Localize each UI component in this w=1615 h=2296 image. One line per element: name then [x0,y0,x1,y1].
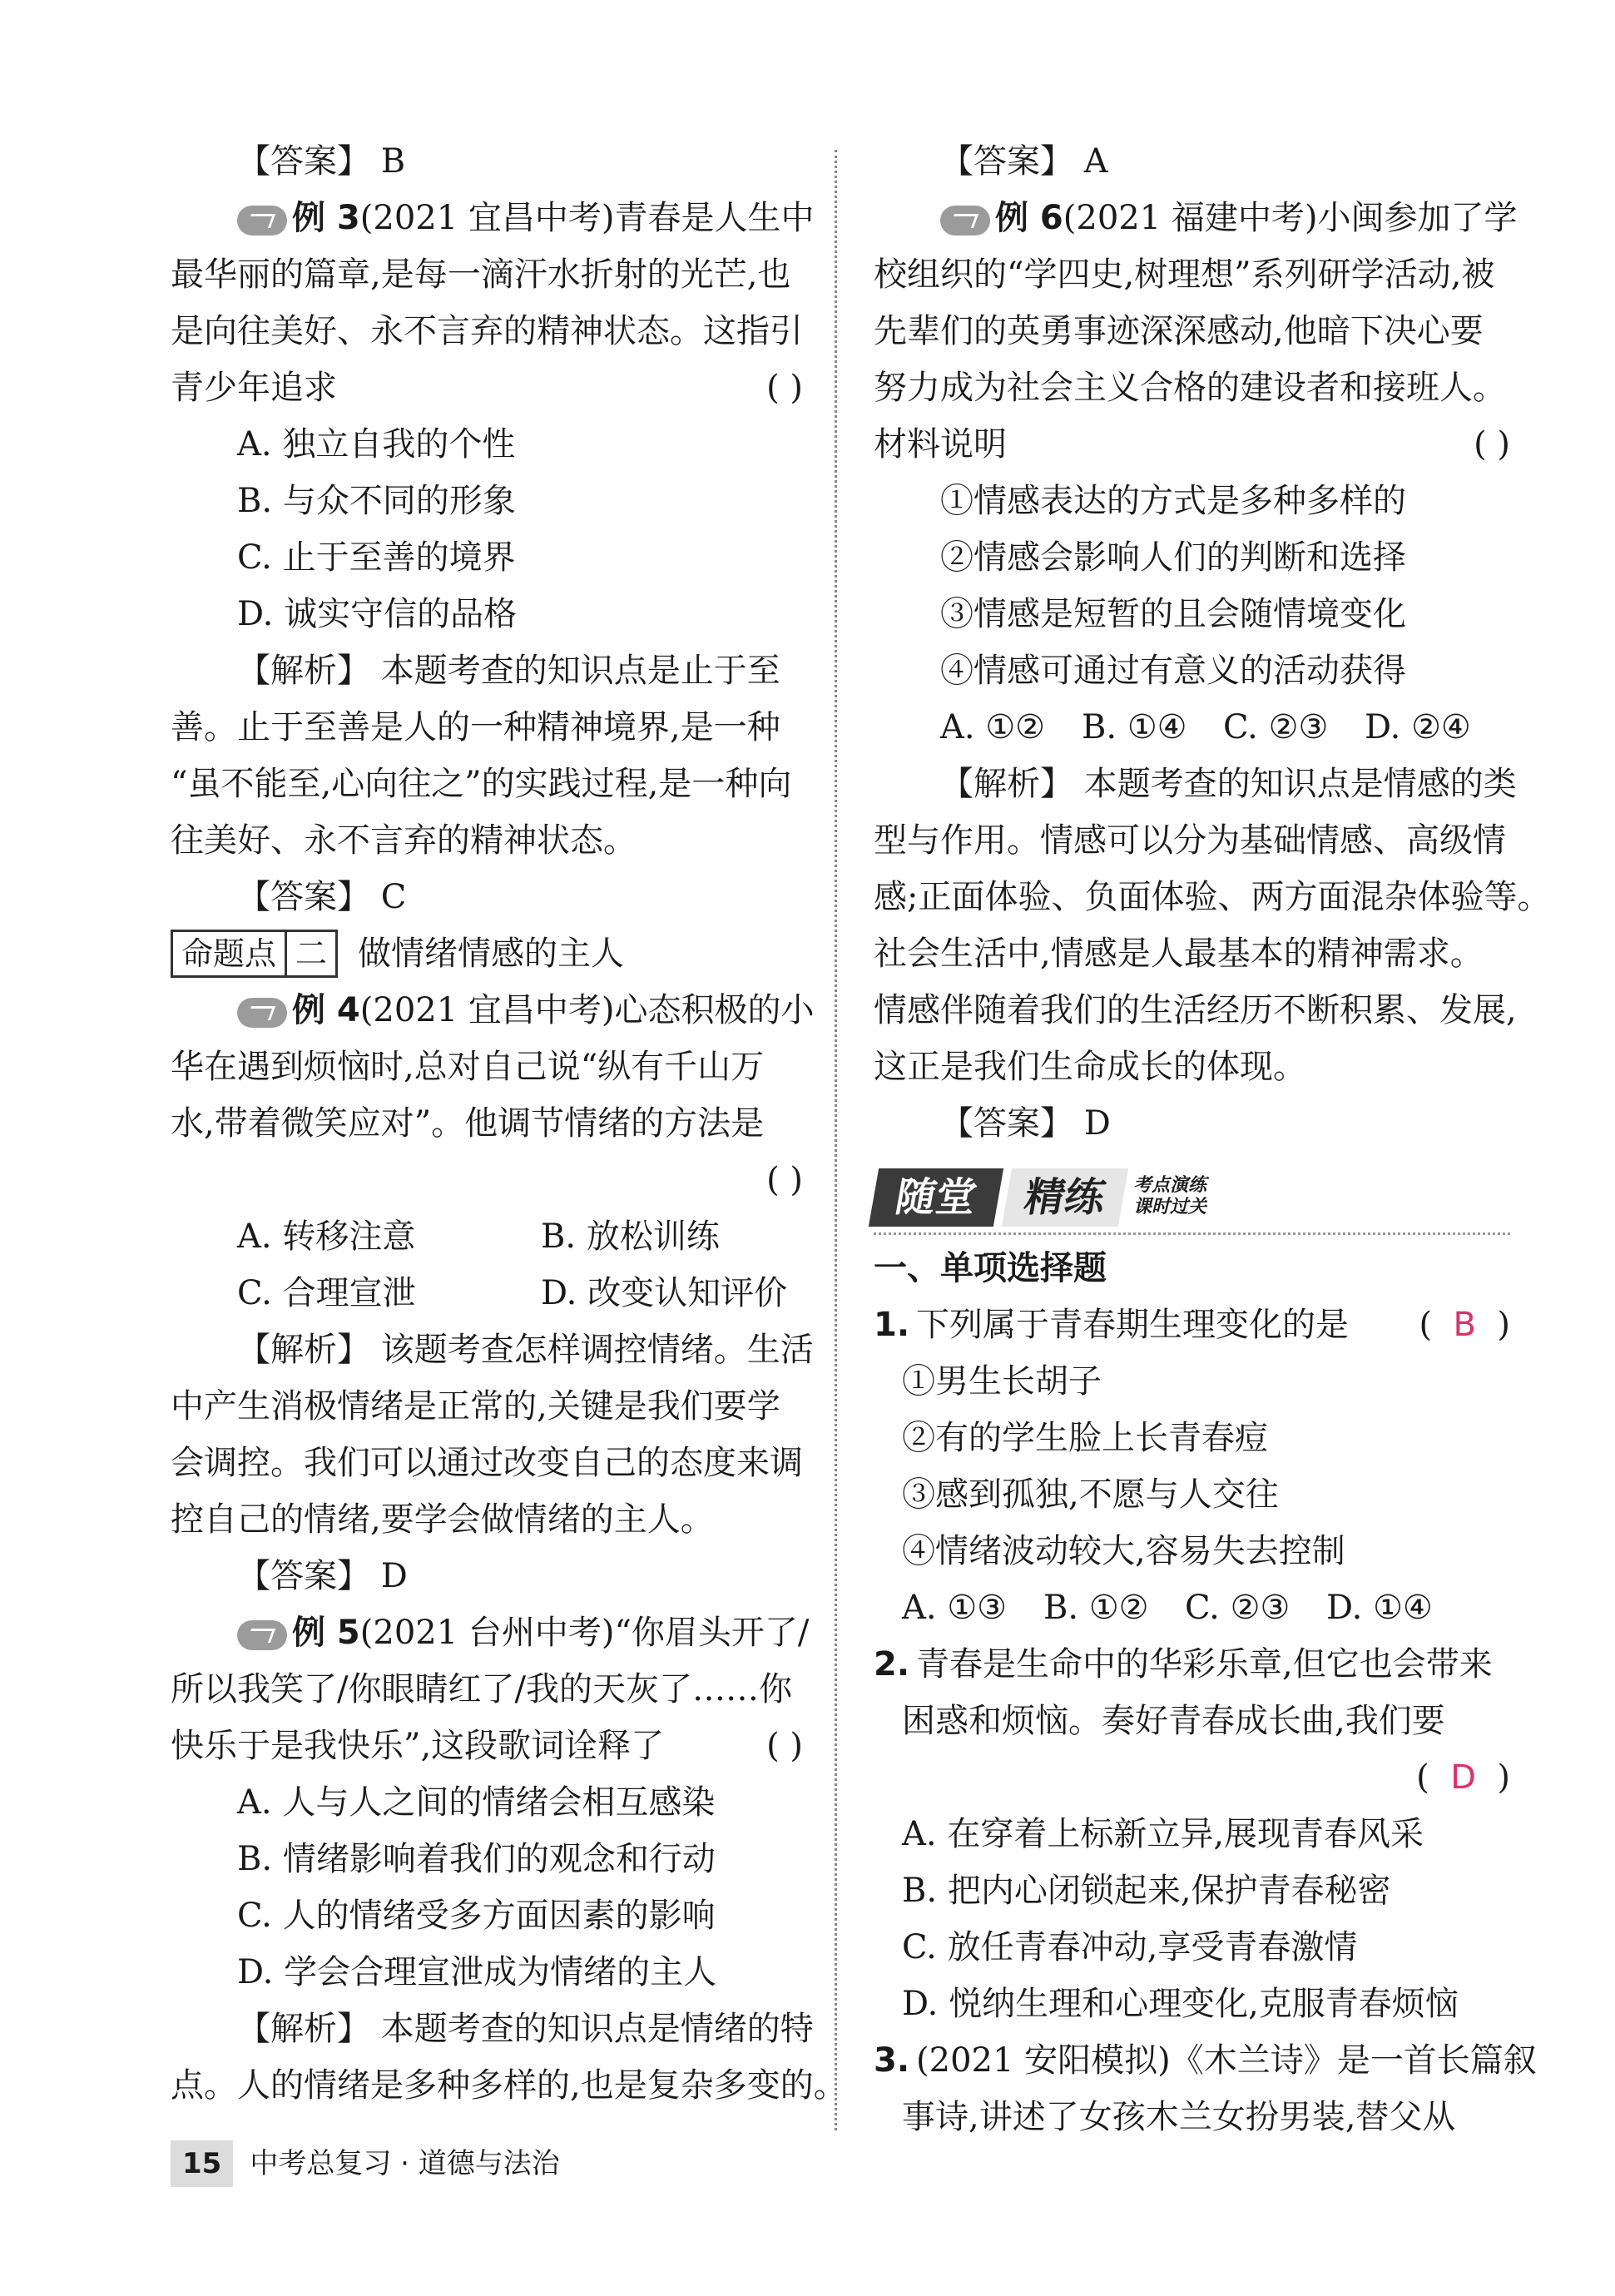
statement: ②有的学生脸上长青春痘 [902,1419,1268,1457]
question-text: 事诗,讲述了女孩木兰女扮男装,替父从 [902,2098,1456,2136]
option: D. 改变认知评价 [541,1274,788,1312]
option: B. 放松训练 [541,1217,720,1256]
answer-paren: ( ) [766,369,803,407]
options-row [171,1208,803,1265]
option: A. ①③ [902,1589,1008,1627]
analysis-text: 控自己的情绪,要学会做情绪的主人。 [171,1500,714,1539]
question-text: 努力成为社会主义合格的建设者和接班人。 [874,369,1506,407]
answer-line: 【答案】 A [940,142,1108,181]
filled-answer: B [1453,1306,1476,1344]
option: B. 与众不同的形象 [237,482,516,520]
question-text: 是向往美好、永不言弃的精神状态。这指引 [171,312,803,350]
question-text: 先辈们的英勇事迹深深感动,他暗下决心要 [874,312,1484,350]
options-row [171,1265,803,1322]
analysis-text: 感;正面体验、负面体验、两方面混杂体验等。 [874,878,1551,916]
statement: ②情感会影响人们的判断和选择 [940,538,1406,577]
option: B. 把内心闭锁起来,保护青春秘密 [902,1872,1391,1910]
answer-line: 【答案】 D [237,1557,408,1595]
question-text: 最华丽的篇章,是每一滴汗水折射的光芒,也 [171,255,791,294]
answer-line: 【答案】 D [940,1104,1111,1143]
example-4-header [171,982,815,1039]
banner-subtitle: 考点演练 课时过关 [1133,1175,1207,1217]
analysis-text: 【解析】 本题考查的知识点是情绪的特 [237,2010,814,2048]
option: D. ②④ [1365,708,1471,746]
statement: ④情感可通过有意义的活动获得 [940,652,1406,690]
practice-banner [874,1157,1510,1240]
page-footer [171,2140,560,2187]
example-label: 例 4 [292,991,360,1029]
analysis-text: 【解析】 本题考查的知识点是情感的类 [940,765,1517,803]
option: D. ①④ [1326,1589,1433,1627]
analysis-text: 点。人的情绪是多种多样的,也是复杂多变的。 [171,2066,847,2105]
question-text: (2021 台州中考)“你眉头开了/ [359,1614,810,1652]
statement: ③感到孤独,不愿与人交往 [902,1475,1279,1514]
analysis-text: 情感伴随着我们的生活经历不断积累、发展, [874,991,1517,1029]
question-2: 2. 青春是生命中的华彩乐章,但它也会带来 [874,1645,1493,1684]
option: A. 转移注意 [237,1217,416,1256]
statement: ③情感是短暂的且会随情境变化 [940,595,1406,633]
filled-answer: D [1450,1758,1476,1797]
example-3-header [171,190,815,246]
answer-paren-line [171,1152,803,1208]
banner-part-1: 随堂 [869,1168,1003,1227]
option: A. 独立自我的个性 [237,425,516,464]
analysis-text: 往美好、永不言弃的精神状态。 [171,821,637,860]
question-text: 华在遇到烦恼时,总对自己说“纵有千山万 [171,1048,765,1086]
example-label: 例 6 [995,199,1063,237]
example-5-header [171,1604,810,1661]
option: A. ①② [940,708,1046,746]
question-text: (2021 宜昌中考)青春是人生中 [359,199,815,237]
analysis-text: 【解析】 该题考查怎样调控情绪。生活 [237,1331,814,1369]
left-column [171,133,847,2114]
question-text: 快乐于是我快乐”,这段歌词诠释了 ( ) [171,1718,803,1774]
page-number: 15 [171,2140,233,2187]
option: C. ②③ [1185,1589,1291,1627]
question-3: 3. (2021 安阳模拟)《木兰诗》是一首长篇叙 [874,2041,1537,2080]
question-text: 水,带着微笑应对”。他调节情绪的方法是 [171,1104,765,1143]
option: B. ①② [1043,1589,1149,1627]
arrow-icon [237,1620,287,1650]
analysis-text: 善。止于至善是人的一种精神境界,是一种 [171,708,780,746]
analysis-text: 型与作用。情感可以分为基础情感、高级情 [874,821,1506,860]
column-divider [835,150,837,2130]
example-6-header [874,190,1518,246]
statement: ①情感表达的方式是多种多样的 [940,482,1406,520]
options-row [874,1579,1510,1636]
option: A. 人与人之间的情绪会相互感染 [237,1783,716,1822]
section-title: 一、单项选择题 [874,1249,1107,1287]
question-text: (2021 福建中考)小闽参加了学 [1063,199,1518,237]
arrow-icon [940,206,990,236]
option: A. 在穿着上标新立异,展现青春风采 [902,1815,1424,1853]
analysis-text: 会调控。我们可以通过改变自己的态度来调 [171,1444,803,1482]
question-1: 1. 下列属于青春期生理变化的是 ( B ) [874,1297,1510,1353]
analysis-text: 社会生活中,情感是人最基本的精神需求。 [874,935,1484,973]
option: C. ②③ [1223,708,1329,746]
answer-paren: ( B ) [1419,1306,1510,1344]
option: D. 诚实守信的品格 [237,595,518,633]
option: D. 悦纳生理和心理变化,克服青春烦恼 [902,1985,1459,2023]
answer-paren: ( ) [766,1727,803,1765]
example-label: 例 3 [292,199,360,237]
book-title: 中考总复习 · 道德与法治 [250,2147,560,2180]
answer-paren: ( ) [766,1161,803,1199]
answer-paren: ( ) [1474,425,1510,464]
options-row [874,699,1510,756]
statement: ①男生长胡子 [902,1362,1102,1401]
topic-heading [171,925,803,982]
question-text: 材料说明 ( ) [874,416,1510,473]
topic-badge: 命题点 二 [171,930,338,978]
banner-rule [874,1232,1510,1235]
topic-title: 做情绪情感的主人 [358,935,625,973]
option: B. ①④ [1082,708,1187,746]
arrow-icon [237,206,287,236]
option: C. 止于至善的境界 [237,538,516,577]
question-text: 困惑和烦恼。奏好青春成长曲,我们要 [902,1702,1445,1740]
question-text: 青少年追求 ( ) [171,360,803,416]
analysis-text: 这正是我们生命成长的体现。 [874,1048,1306,1086]
example-label: 例 5 [292,1614,360,1652]
answer-line: 【答案】 C [237,878,407,916]
question-text: (2021 宜昌中考)心态积极的小 [359,991,815,1029]
statement: ④情绪波动较大,容易失去控制 [902,1532,1345,1570]
option: D. 学会合理宣泄成为情绪的主人 [237,1953,717,1991]
option: C. 放任青春冲动,享受青春激情 [902,1928,1358,1966]
analysis-text: 【解析】 本题考查的知识点是止于至 [237,652,780,690]
banner-part-2: 精练 [1002,1168,1128,1227]
arrow-icon [237,998,287,1028]
answer-paren-line [874,1749,1510,1806]
right-column [874,133,1551,2145]
answer-paren: ( D ) [1416,1758,1510,1797]
question-text: 所以我笑了/你眼睛红了/我的天灰了……你 [171,1670,792,1708]
option: C. 合理宣泄 [237,1274,416,1312]
answer-line: 【答案】 B [237,142,406,181]
analysis-text: “虽不能至,心向往之”的实践过程,是一种向 [171,765,792,803]
question-text: 校组织的“学四史,树理想”系列研学活动,被 [874,255,1495,294]
option: B. 情绪影响着我们的观念和行动 [237,1840,716,1878]
option: C. 人的情绪受多方面因素的影响 [237,1897,716,1935]
analysis-text: 中产生消极情绪是正常的,关键是我们要学 [171,1387,780,1426]
